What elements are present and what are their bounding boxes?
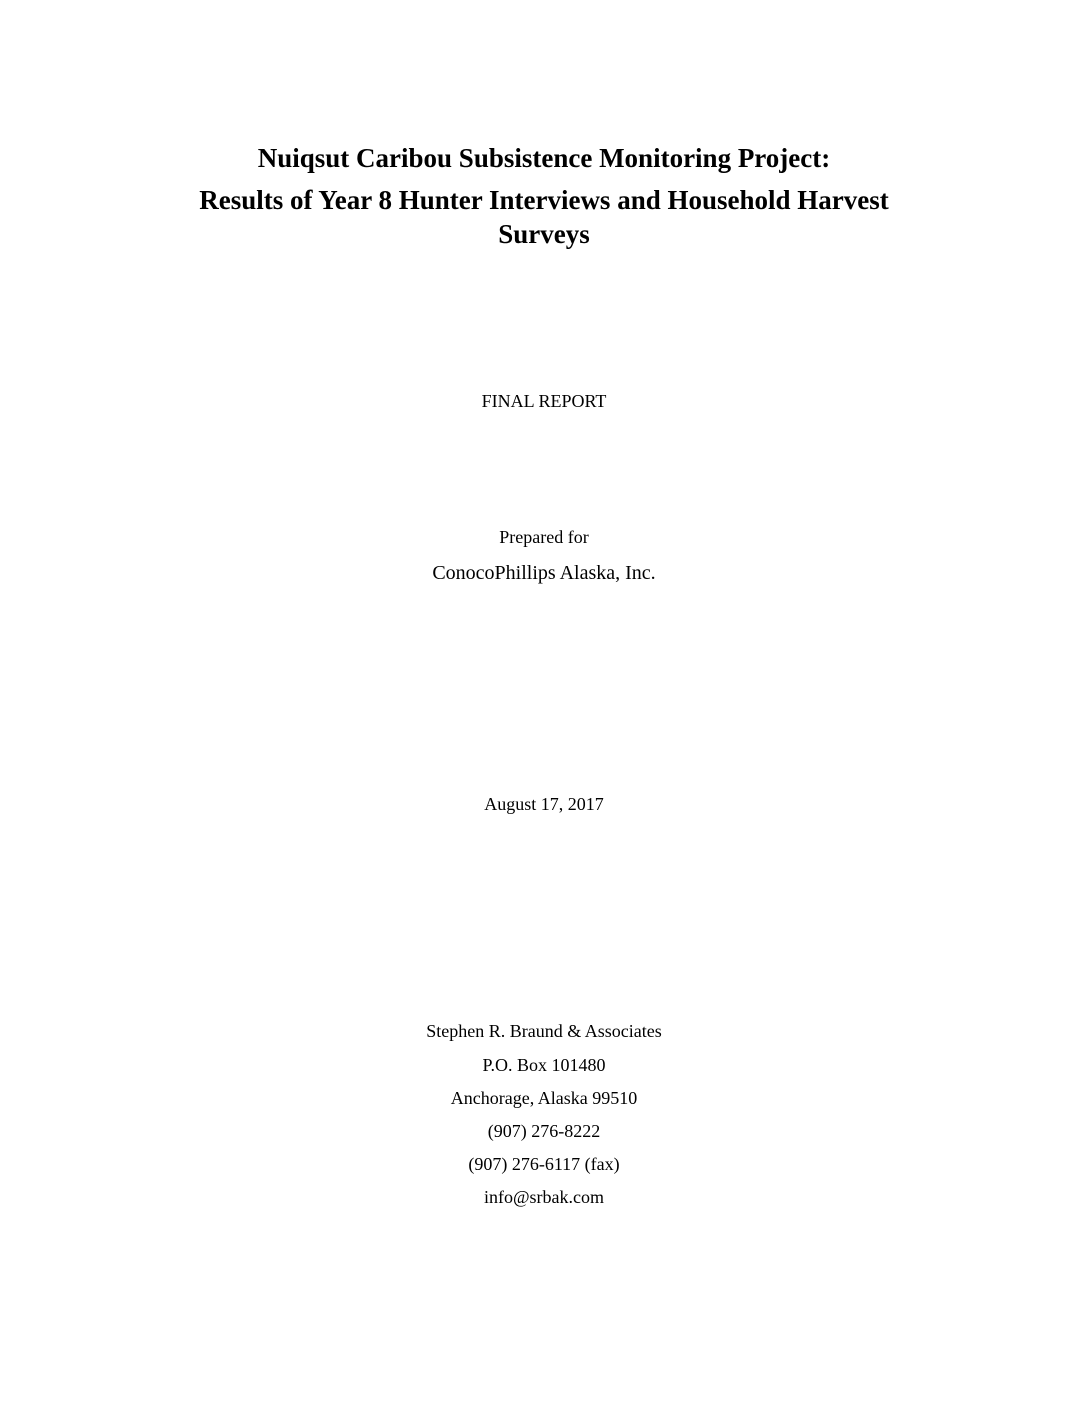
report-date: August 17, 2017: [484, 794, 604, 814]
title-line-3: Surveys: [498, 219, 590, 249]
prepared-for-label: Prepared for: [499, 527, 589, 547]
author-name: Stephen R. Braund & Associates: [426, 1021, 662, 1041]
client-name: ConocoPhillips Alaska, Inc.: [432, 562, 656, 584]
report-type: FINAL REPORT: [481, 391, 607, 411]
title-line-2: Results of Year 8 Hunter Interviews and Household Harvest: [199, 185, 889, 215]
author-phone: (907) 276-8222: [487, 1121, 601, 1141]
author-email: info@srbak.com: [483, 1187, 605, 1207]
author-po-box: P.O. Box 101480: [482, 1055, 606, 1075]
author-fax: (907) 276-6117 (fax): [468, 1154, 620, 1174]
title-line-1: Nuiqsut Caribou Subsistence Monitoring Project:: [257, 143, 831, 173]
author-city-state: Anchorage, Alaska 99510: [450, 1088, 638, 1108]
